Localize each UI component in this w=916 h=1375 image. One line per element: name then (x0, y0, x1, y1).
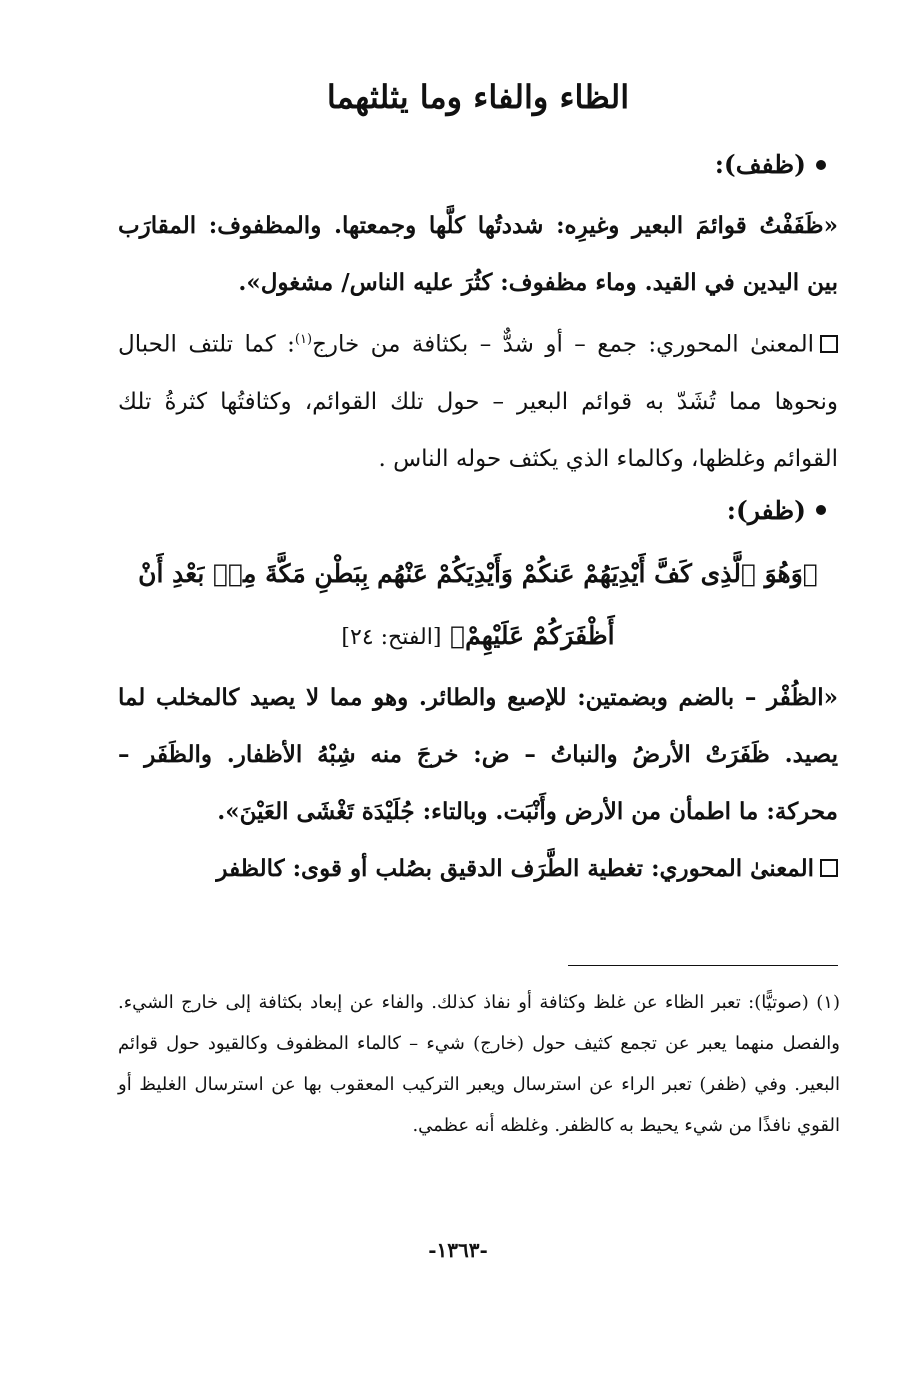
page-number: -١٣٦٣- (428, 1238, 488, 1262)
central-meaning-paragraph (118, 311, 838, 488)
quran-verse-text: ﴿وَهُوَ ٱلَّذِى كَفَّ أَيْدِيَهُمْ عَنكُمْ وَأَيْدِيَكُمْ عَنْهُم بِبَطْنِ مَكَّةَ مِنۢ بَعْدِ أَنْ أَظْفَرَكُمْ عَلَيْهِمْ﴾ (138, 558, 818, 650)
bullet-icon (816, 160, 826, 170)
meaning-label: المعنىٰ المحوري: (648, 331, 814, 358)
page-body (118, 60, 838, 897)
square-marker-icon (820, 335, 838, 353)
footnote-reference[interactable]: (١) (294, 332, 313, 347)
meaning-text-continued: : كما تلتف الحبال ونحوها مما تُشَدّ به قوائم البعير – حول تلك القوائم، وكثافتُها كثرةُ تلك القوائم وغلظها، وكالماء الذي يكثف حوله الناس . (118, 331, 838, 472)
footnote (118, 982, 840, 1146)
footnote-text: (صوتيًّا): تعبر الظاء عن غلظ وكثافة أو نفاذ كذلك. والفاء عن إبعاد بكثافة إلى خارج الشيء. والفصل منهما يعبر عن تجمع كثيف حول (خارج) شيء – كالماء المظفوف وكالقيود حول قوائم البعير. وفي (ظفر) تعبر الراء عن استرسال ويعبر التركيب المعقوب بها عن استرسال الغليظ أو القوي نافذًا من شيء يحيط به كالظفر. وغلظه أنه عظمي. (118, 992, 840, 1136)
entry-heading-zff (118, 150, 838, 179)
quran-verse (118, 543, 838, 669)
footnote-marker: (١) (816, 992, 840, 1013)
definition-quote: «ظَفَفْتُ قوائمَ البعير وغيرِه: شددتُها كلَّها وجمعتها. والمظفوف: المقارَب بين اليدين في القيد. وماء مظفوف: كثُرَ عليه الناس/ مشغول». (118, 212, 838, 296)
quran-citation: [الفتح: ٢٤] (341, 624, 442, 650)
page-title: الظاء والفاء وما يثلثهما (326, 78, 630, 116)
entry-heading-label: (ظفر): (726, 495, 806, 525)
square-marker-icon (820, 859, 838, 877)
meaning-text: تغطية الطَّرَف الدقيق بصُلب أو قوى: كالظفر (216, 854, 644, 882)
bullet-icon (816, 505, 826, 515)
meaning-text: جمع – أو شدٌّ – بكثافة من خارج (312, 331, 637, 358)
central-meaning-paragraph (118, 840, 838, 897)
definition-quote: «الظُفْر – بالضم وبضمتين: للإصبع والطائر. وهو مما لا يصيد كالمخلب لما يصيد. ظَفَرَتْ الأرضُ والنباتُ – ض: خرجَ منه شِبْهُ الأظفار. والظَفَر – محركة: ما اطمأن من الأرض وأَنْبَت. وبالتاء: جُلَيْدَة تَغْشَى العَيْنَ». (118, 683, 838, 825)
meaning-label: المعنىٰ المحوري: (651, 854, 814, 882)
footnote-divider (568, 965, 838, 966)
entry-heading-label: (ظفف): (714, 150, 806, 179)
entry-heading-zfr (118, 496, 838, 525)
